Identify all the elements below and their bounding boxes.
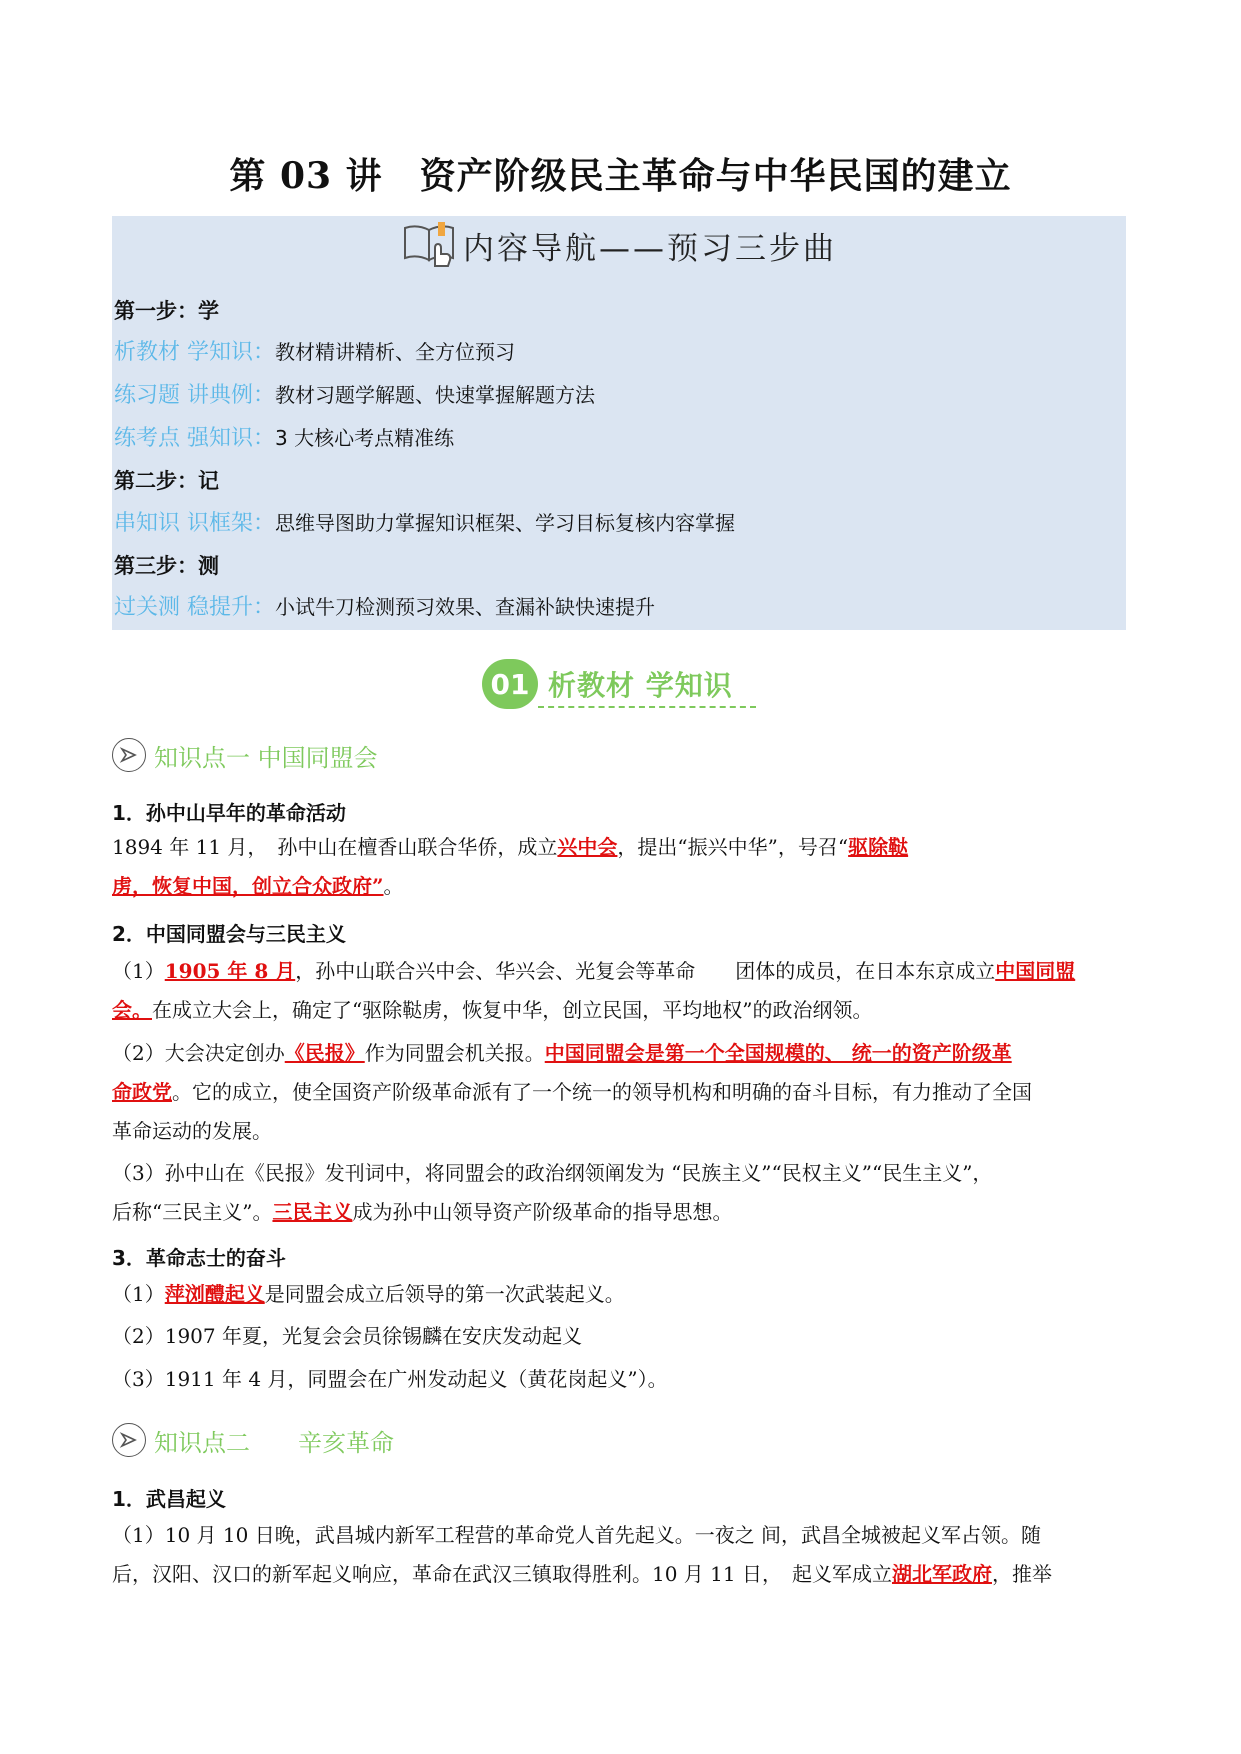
key-term: 《民报》 xyxy=(284,1041,365,1065)
text: 1894 年 11 月， 孙中山在檀香山联合华侨，成立 xyxy=(112,835,558,859)
nav-row-3-desc: 3 大核心考点精准练 xyxy=(275,426,455,450)
section-number: 01 xyxy=(482,659,538,709)
step-1-label: 第一步：学 xyxy=(114,299,219,323)
nav-row-3 xyxy=(114,423,454,454)
text: （1）10 月 10 日晚，武昌城内新军工程营的革命党人首先起义。一夜之 间，武昌全城被起义军占领。随 xyxy=(112,1523,1042,1547)
knowledge-point-2-heading xyxy=(112,1420,394,1460)
kp1-heading-2: 2．中国同盟会与三民主义 xyxy=(112,922,346,946)
nav-row-1-desc: 教材精讲精析、全方位预习 xyxy=(275,340,515,364)
nav-row-2-key: 练习题 讲典例： xyxy=(114,383,275,408)
kp1-heading-3: 3．革命志士的奋斗 xyxy=(112,1246,286,1270)
arrow-circle-icon xyxy=(112,738,146,772)
key-term: 湖北军政府 xyxy=(891,1562,992,1586)
nav-row-5-key: 过关测 稳提升： xyxy=(114,595,275,620)
nav-row-4 xyxy=(114,508,735,539)
nav-row-3-key: 练考点 强知识： xyxy=(114,426,275,451)
text: ，推举 xyxy=(991,1562,1052,1586)
knowledge-point-1-heading xyxy=(112,735,378,775)
text: 后称“三民主义”。 xyxy=(112,1200,273,1224)
text: （2）大会决定创办 xyxy=(112,1041,285,1065)
kp2-heading-1: 1．武昌起义 xyxy=(112,1487,226,1511)
step-2-label: 第二步：记 xyxy=(114,469,219,493)
text: 在成立大会上，确定了“驱除鞑虏，恢复中华，创立民国，平均地权”的政治纲领。 xyxy=(152,998,873,1022)
nav-heading-text: 内容导航——预习三步曲 xyxy=(463,230,837,267)
text: ，提出“振兴中华”，号召“ xyxy=(617,835,849,859)
text: 。它的成立，使全国资产阶级革命派有了一个统一的领导机构和明确的奋斗目标，有力推动了全国 xyxy=(172,1080,1032,1104)
knowledge-point-1-title: 知识点一 中国同盟会 xyxy=(154,743,378,772)
nav-row-5 xyxy=(114,592,655,623)
key-term: 驱除鞑 xyxy=(848,835,909,859)
text: （3）孙中山在《民报》发刊词中，将同盟会的政治纲领阐发为 “民族主义”“民权主义”“民生主义”， xyxy=(112,1161,993,1185)
nav-heading xyxy=(112,218,1126,278)
nav-step-1 xyxy=(114,296,219,326)
text: 成为孙中山领导资产阶级革命的指导思想。 xyxy=(352,1200,733,1224)
key-term: 中国同盟会是第一个全国规模的、 统一的资产阶级革 xyxy=(544,1041,1012,1065)
text: 革命运动的发展。 xyxy=(112,1119,272,1143)
arrow-circle-icon xyxy=(112,1423,146,1457)
kp1-paragraph-3 xyxy=(112,1034,1124,1151)
book-hand-icon xyxy=(401,218,459,272)
nav-row-4-key: 串知识 识框架： xyxy=(114,511,275,536)
text: （1） xyxy=(112,959,165,983)
nav-step-2 xyxy=(114,466,219,496)
kp1-heading-1: 1．孙中山早年的革命活动 xyxy=(112,801,346,825)
kp1-paragraph-5 xyxy=(112,1275,1124,1314)
key-term: 三民主义 xyxy=(272,1200,353,1224)
step-3-label: 第三步：测 xyxy=(114,554,219,578)
kp2-paragraph-1 xyxy=(112,1516,1124,1594)
nav-step-3 xyxy=(114,551,219,581)
key-term: 兴中会 xyxy=(557,835,618,859)
page-title: 第 03 讲 资产阶级民主革命与中华民国的建立 xyxy=(229,155,1012,197)
key-term: 1905 年 8 月 xyxy=(164,959,296,983)
kp1-paragraph-6: （2）1907 年夏，光复会会员徐锡麟在安庆发动起义 xyxy=(112,1324,582,1348)
key-term: 虏，恢复中国，创立合众政府” xyxy=(112,874,384,898)
kp1-paragraph-7: （3）1911 年 4 月，同盟会在广州发动起义（黄花岗起义”）。 xyxy=(112,1367,668,1391)
section-underline xyxy=(538,706,756,708)
nav-row-1-key: 析教材 学知识： xyxy=(114,340,275,365)
nav-row-4-desc: 思维导图助力掌握知识框架、学习目标复核内容掌握 xyxy=(275,511,735,535)
knowledge-point-2-title: 知识点二 辛亥革命 xyxy=(154,1428,394,1457)
nav-row-5-desc: 小试牛刀检测预习效果、查漏补缺快速提升 xyxy=(275,595,655,619)
nav-row-2 xyxy=(114,380,595,411)
kp1-paragraph-1 xyxy=(112,828,1124,906)
text: （1） xyxy=(112,1282,165,1306)
content-navigation-box xyxy=(112,216,1126,630)
text: 作为同盟会机关报。 xyxy=(364,1041,545,1065)
text: 后，汉阳、汉口的新军起义响应，革命在武汉三镇取得胜利。10 月 11 日， 起义军成立 xyxy=(112,1562,892,1586)
key-term: 会。 xyxy=(112,998,152,1022)
nav-row-2-desc: 教材习题学解题、快速掌握解题方法 xyxy=(275,383,595,407)
key-term: 中国同盟 xyxy=(995,959,1076,983)
key-term: 萍浏醴起义 xyxy=(164,1282,265,1306)
section-badge xyxy=(482,656,733,712)
text: 。 xyxy=(383,874,404,898)
kp1-paragraph-4 xyxy=(112,1154,1124,1232)
kp1-paragraph-2 xyxy=(112,952,1124,1030)
nav-row-1 xyxy=(114,337,515,368)
section-title: 析教材 学知识 xyxy=(548,669,733,702)
text: 是同盟会成立后领导的第一次武装起义。 xyxy=(264,1282,625,1306)
text: ，孙中山联合兴中会、华兴会、光复会等革命 团体的成员，在日本东京成立 xyxy=(295,959,996,983)
key-term: 命政党 xyxy=(112,1080,172,1104)
